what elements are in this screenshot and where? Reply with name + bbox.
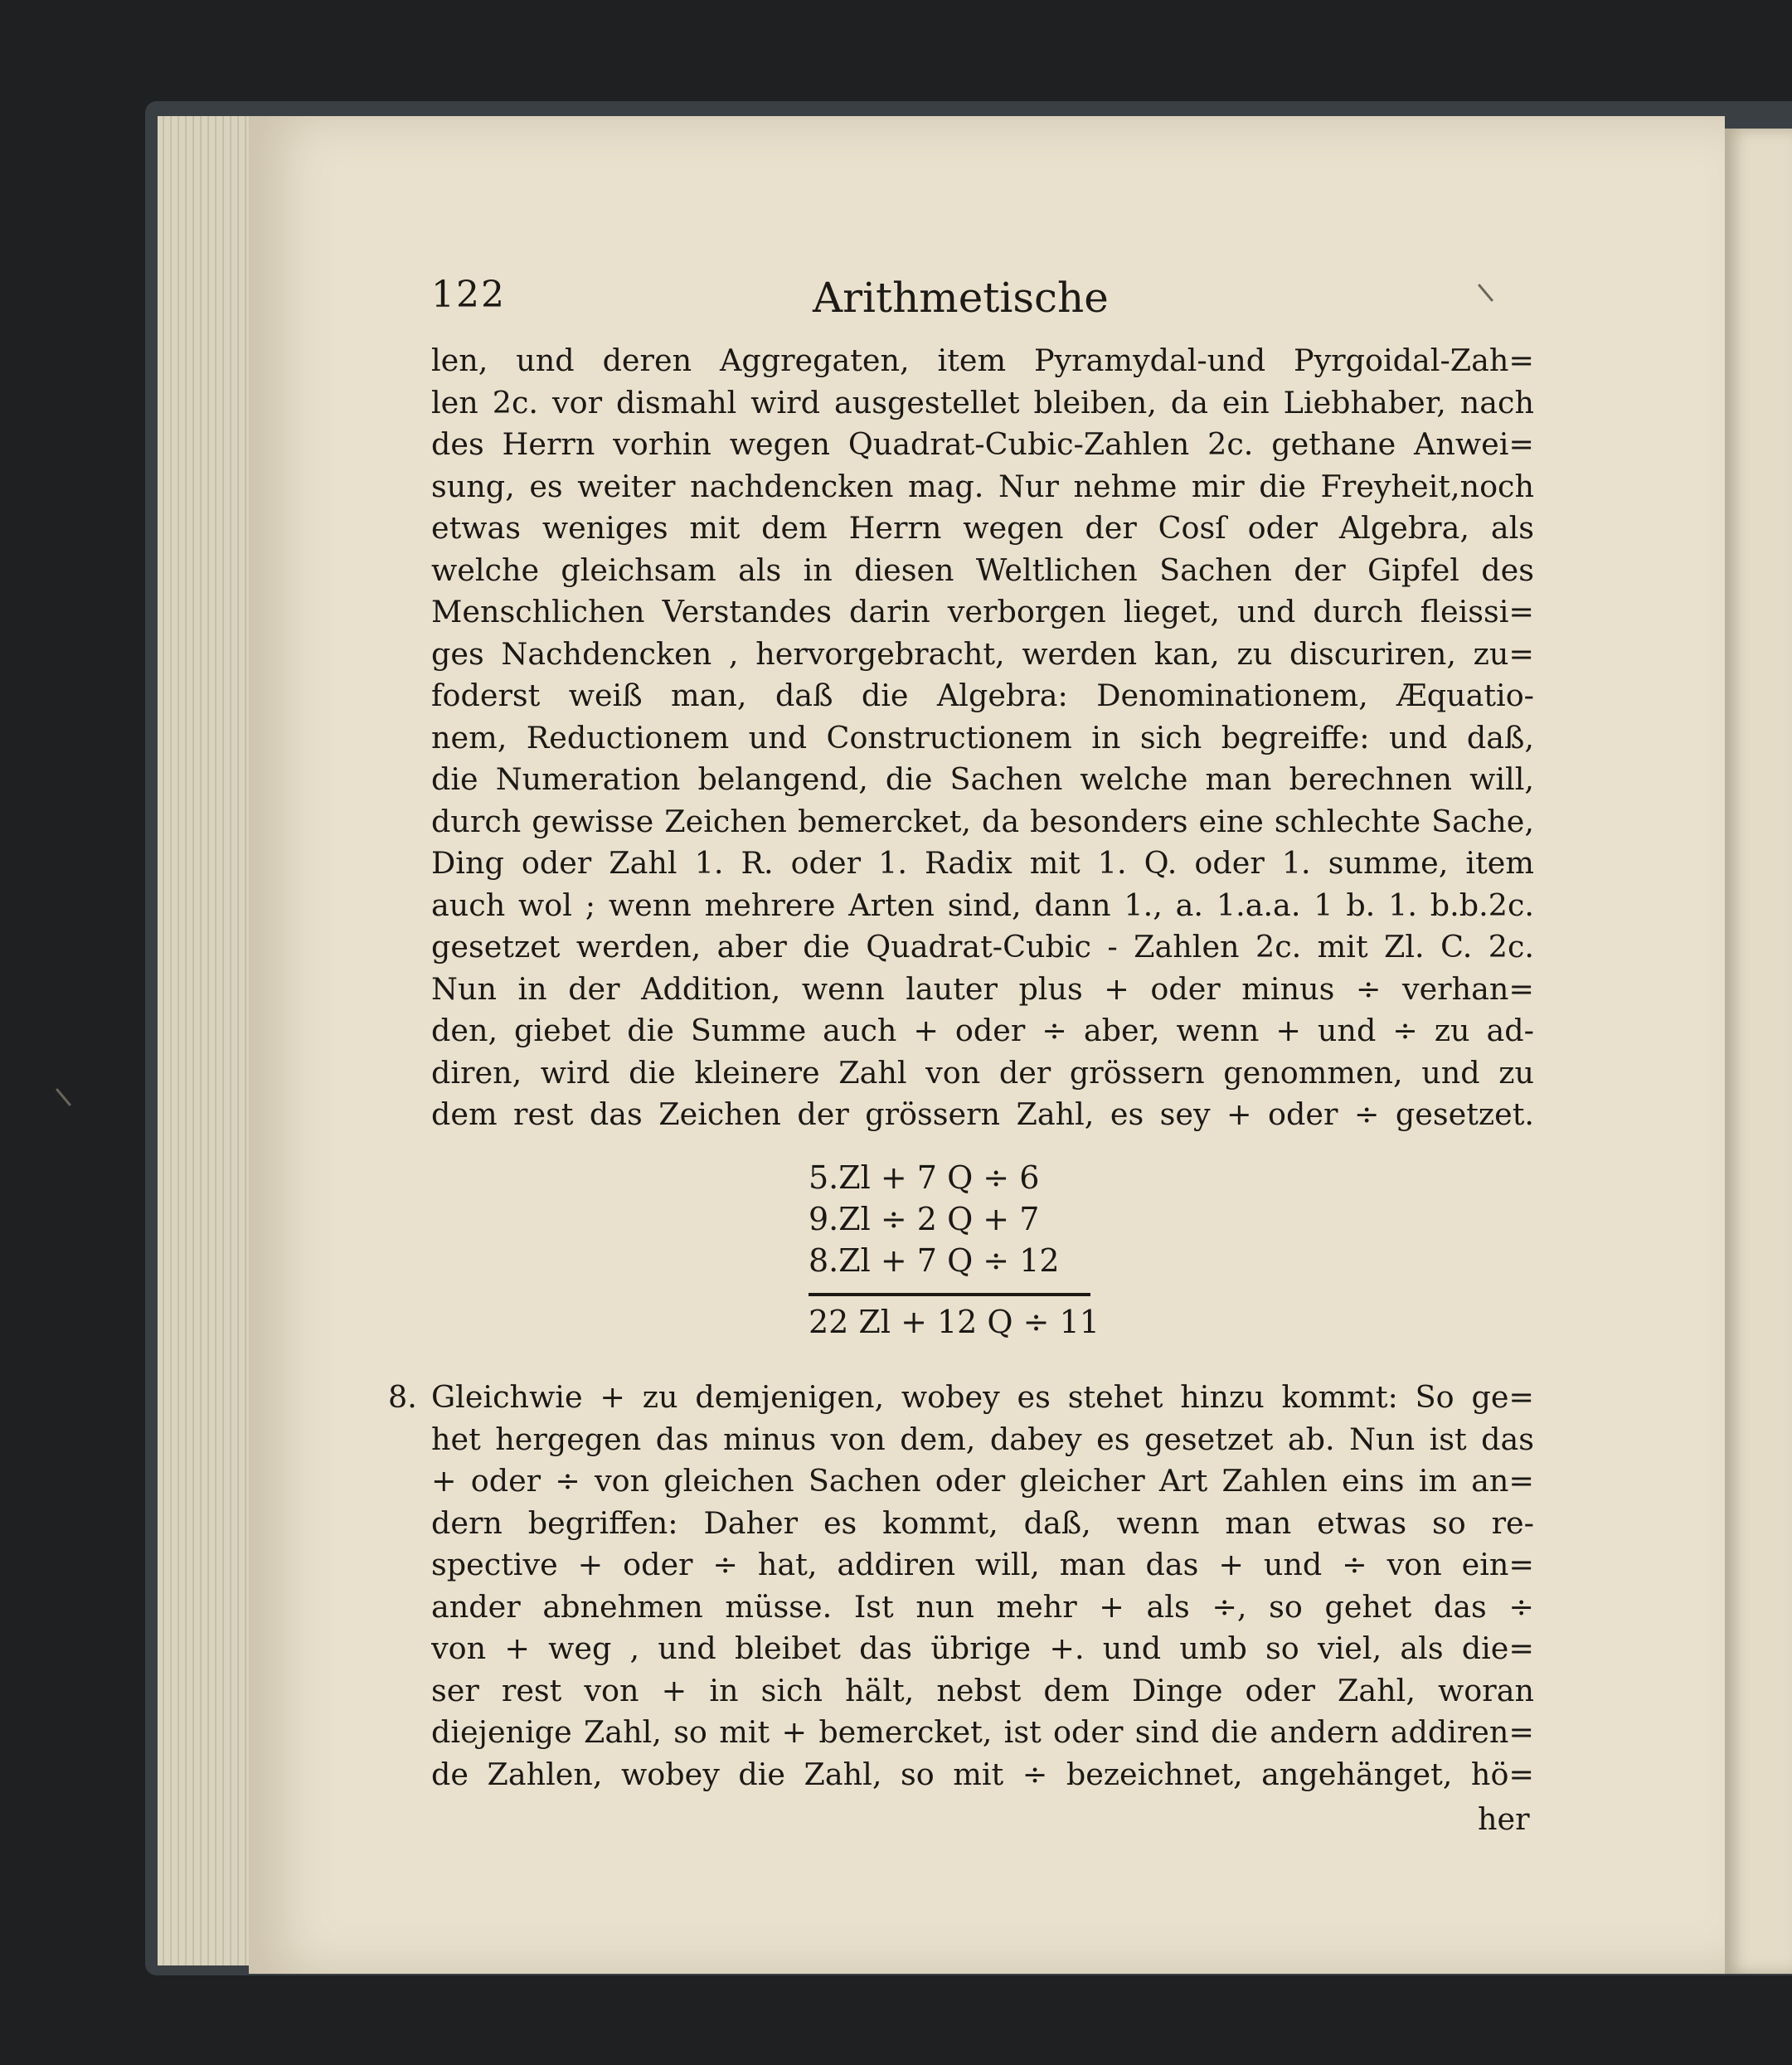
- addition-example: [809, 1157, 1140, 1343]
- calc-total: 22 Zl + 12 Q ÷ 11: [809, 1304, 1100, 1340]
- text-line: den, giebet die Summe auch + oder ÷ aber, wenn + und ÷ zu ad-: [431, 1013, 1534, 1048]
- text-line: het hergegen das minus von dem, dabey es gesetzet ab. Nun ist das: [431, 1421, 1534, 1457]
- facing-page: [1725, 129, 1792, 1974]
- page-number: 122: [431, 274, 506, 316]
- text-line: ander abnehmen müsse. Ist nun mehr + als ÷, so gehet das ÷: [431, 1588, 1534, 1625]
- text-line: nem, Reductionem und Constructionem in sich begreiffe: und daß,: [431, 719, 1534, 756]
- paragraph-number: 8.: [388, 1379, 417, 1415]
- text-line: diejenige Zahl, so mit + bemercket, ist oder sind die andern addiren=: [431, 1714, 1534, 1750]
- text-line: spective + oder ÷ hat, addiren will, man das + und ÷ von ein=: [431, 1547, 1534, 1582]
- text-line: etwas weniges mit dem Herrn wegen der Cosſ oder Algebra, als: [431, 510, 1534, 546]
- page-header: [431, 274, 1534, 332]
- sum-rule: [809, 1293, 1090, 1296]
- text-line: Gleichwie + zu demjenigen, wobey es stehet hinzu kommt: So ge=: [431, 1379, 1534, 1415]
- text-line: foderst weiß man, daß die Algebra: Denominationem, Æquatio-: [431, 678, 1534, 713]
- calc-row: 5.Zl + 7 Q ÷ 6: [809, 1159, 1040, 1196]
- catchword: her: [1478, 1801, 1530, 1837]
- text-line: von + weg , und bleibet das übrige +. und umb so viel, als die=: [431, 1630, 1534, 1666]
- page-edges: [158, 116, 249, 1965]
- text-line: dem rest das Zeichen der grössern Zahl, es sey + oder ÷ gesetzet.: [431, 1096, 1534, 1132]
- text-line: Ding oder Zahl 1. R. oder 1. Radix mit 1. Q. oder 1. summe, item: [431, 845, 1534, 881]
- calc-row: 8.Zl + 7 Q ÷ 12: [809, 1242, 1060, 1279]
- text-line: ges Nachdencken , hervorgebracht, werden kan, zu discuriren, zu=: [431, 635, 1534, 672]
- text-line: len 2c. vor dismahl wird ausgestellet bleiben, da ein Liebhaber, nach: [431, 384, 1534, 420]
- margin-mark: [56, 1088, 71, 1106]
- text-line: welche gleichsam als in diesen Weltlichen Sachen der Gipfel des: [431, 551, 1534, 588]
- body-text: [431, 340, 1534, 1136]
- text-line: ser rest von + in sich hält, nebst dem Dinge oder Zahl, woran: [431, 1672, 1534, 1708]
- text-line: des Herrn vorhin wegen Quadrat-Cubic-Zahlen 2c. gethane Anwei=: [431, 426, 1534, 462]
- body-text-paragraph-8: [388, 1377, 1534, 1795]
- text-line: auch wol ; wenn mehrere Arten sind, dann 1., a. 1.a.a. 1 b. 1. b.b.2c.: [431, 887, 1534, 923]
- text-line: de Zahlen, wobey die Zahl, so mit ÷ bezeichnet, angehänget, hö=: [431, 1756, 1534, 1792]
- calc-row: 9.Zl ÷ 2 Q + 7: [809, 1201, 1040, 1237]
- text-line: dern begriffen: Daher es kommt, daß, wenn man etwas so re-: [431, 1504, 1534, 1541]
- text-line: gesetzet werden, aber die Quadrat-Cubic - Zahlen 2c. mit Zl. C. 2c.: [431, 929, 1534, 964]
- text-line: + oder ÷ von gleichen Sachen oder gleicher Art Zahlen eins im an=: [431, 1463, 1534, 1499]
- text-line: sung, es weiter nachdencken mag. Nur nehme mir die Freyheit,noch: [431, 468, 1534, 504]
- text-line: Nun in der Addition, wenn lauter plus + oder minus ÷ verhan=: [431, 970, 1534, 1007]
- text-line: len, und deren Aggregaten, item Pyramydal-und Pyrgoidal-Zah=: [431, 343, 1534, 378]
- running-title: Arithmetische: [813, 274, 1109, 322]
- text-line: die Numeration belangend, die Sachen welche man berechnen will,: [431, 761, 1534, 797]
- text-line: Menschlichen Verstandes darin verborgen lieget, und durch fleissi=: [431, 594, 1534, 629]
- text-line: durch gewisse Zeichen bemercket, da besonders eine schlechte Sache,: [431, 803, 1534, 839]
- text-line: diren, wird die kleinere Zahl von der grössern genommen, und zu: [431, 1054, 1534, 1091]
